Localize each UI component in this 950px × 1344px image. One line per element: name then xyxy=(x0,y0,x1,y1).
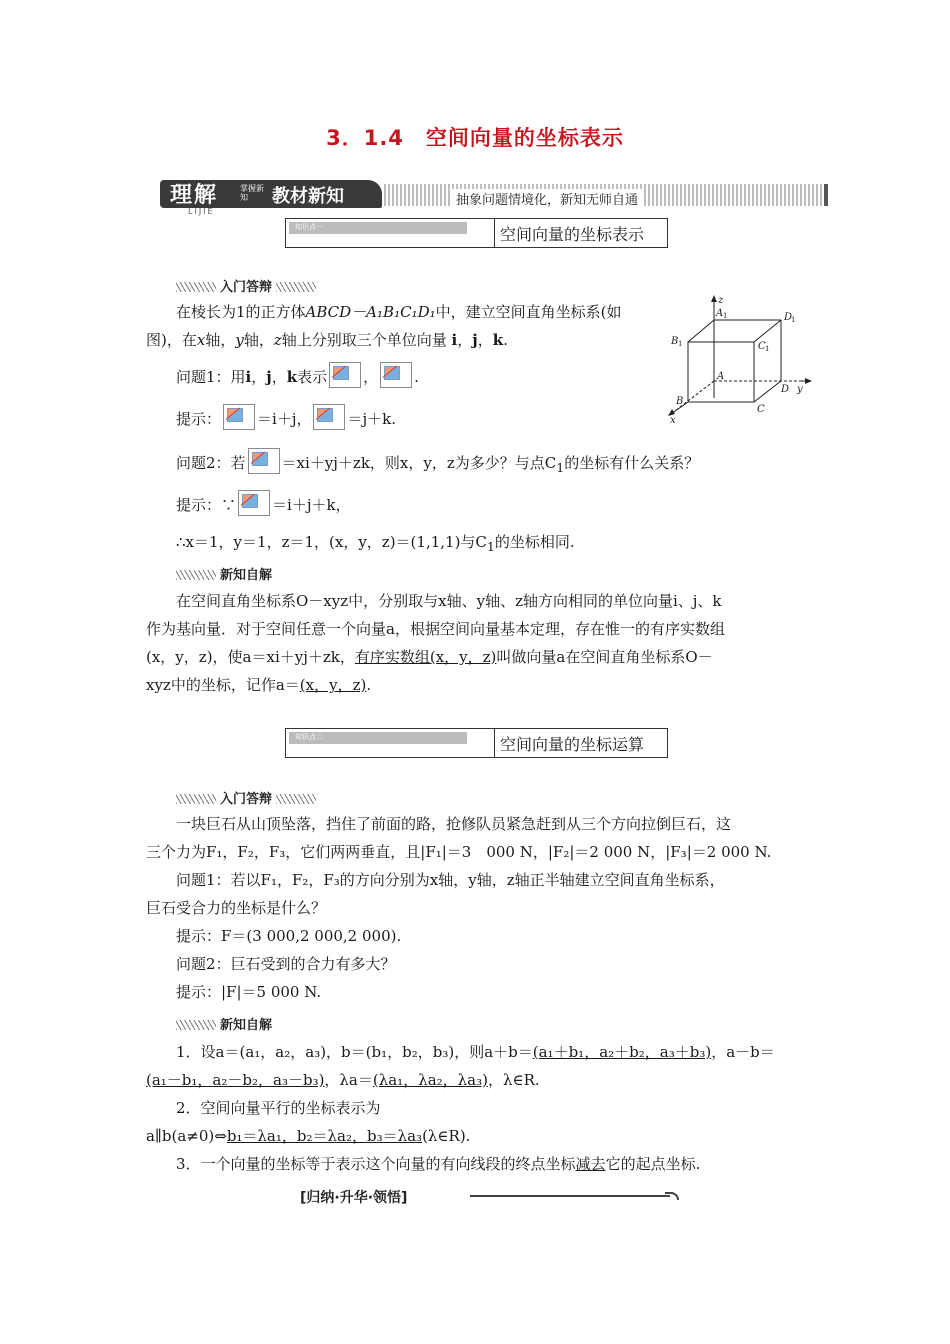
kp2-label: 空间向量的坐标运算 xyxy=(500,735,645,754)
nk2-line-4 xyxy=(146,1122,806,1150)
nk2-l1a: 1．设a＝(a₁，a₂，a₃)，b＝(b₁，b₂，b₃)，则a＋b＝ xyxy=(176,1043,533,1061)
summary-footer xyxy=(300,1187,680,1207)
footer-text: [归纳·升华·领悟] xyxy=(300,1190,408,1206)
hatch-decoration xyxy=(276,282,316,292)
nk2-l5a: 3．一个向量的坐标等于表示这个向量的有向线段的终点坐标 xyxy=(176,1155,576,1173)
kp1-tab xyxy=(289,222,467,234)
nk2-l5c: 它的起点坐标. xyxy=(605,1155,701,1173)
label-d: D xyxy=(781,384,790,395)
question-2-text-2: ＝xi＋yj＋zk，则x，y，z为多少？与点C xyxy=(281,454,557,472)
hatch-decoration xyxy=(176,794,216,804)
question-2-text-3: 的坐标有什么关系？ xyxy=(564,454,700,472)
intro-text-3: 图)，在 xyxy=(146,331,197,349)
section-banner xyxy=(160,180,828,216)
new-knowledge-2 xyxy=(146,1038,806,1178)
label-a1: A xyxy=(716,308,724,319)
subheading-new-1 xyxy=(176,564,272,583)
question-2: 问题2：若 ＝xi＋yj＋zk，则x，y，z为多少？与点$C_1$的坐标有什么关系？ xyxy=(176,448,796,482)
ip2-line-a: 一块巨石从山顶坠落，挡住了前面的路，抢修队员紧急赶到从三个方向拉倒巨石，这 xyxy=(176,815,732,833)
nk2-l4a: a∥b(a≠0)⇔ xyxy=(146,1127,227,1145)
nk2-l1b: (a₁＋b₁，a₂＋b₂，a₃＋b₃) xyxy=(532,1043,712,1061)
intro-paragraph-2 xyxy=(146,810,806,1006)
footer-line xyxy=(470,1195,670,1197)
label-sub: 1 xyxy=(678,340,683,348)
label-a: A xyxy=(717,371,725,382)
intro-text-2: 中，建立空间直角坐标系(如 xyxy=(435,303,622,321)
subheading-new-2 xyxy=(176,1014,272,1033)
label-z: z xyxy=(718,295,724,306)
nk1-line-a: 在空间直角坐标系O－xyz中，分别取与x轴、y轴、z轴方向相同的单位向量i、j、k xyxy=(176,592,722,610)
page-title: 3．1.4 空间向量的坐标表示 xyxy=(326,126,624,150)
edge-c-d xyxy=(754,381,781,402)
nk2-line-3: 2．空间向量平行的坐标表示为 xyxy=(176,1099,381,1117)
vector-image-icon xyxy=(313,404,345,430)
hatch-decoration xyxy=(276,794,316,804)
ip2-h2: 提示：|F|＝5 000 N. xyxy=(176,983,322,1001)
kp1-divider xyxy=(494,219,495,247)
subheading-intro-2 xyxy=(176,788,316,807)
nk2-l4c: (λ∈R). xyxy=(422,1127,471,1145)
nk2-line-5 xyxy=(146,1150,806,1178)
nk2-l2d: ，λ∈R. xyxy=(487,1071,540,1089)
vector-image-icon xyxy=(223,404,255,430)
banner-big-text: 理解 xyxy=(170,183,219,208)
nk1-line-b: 作为基向量．对于空间任意一个向量a，根据空间向量基本定理，存在惟一的有序实数组 xyxy=(146,620,725,638)
nk2-l5b: 减去 xyxy=(575,1155,606,1173)
ip2-line-b: 三个力为F₁，F₂，F₃，它们两两垂直，且|F₁|＝3 000 N，|F₂|＝2 000 N，|F₃|＝2 000 N. xyxy=(146,843,772,861)
kp1-label: 空间向量的坐标表示 xyxy=(500,225,645,244)
nk2-l2c: (λa₁，λa₂，λa₃) xyxy=(372,1071,488,1089)
nk1-d3: . xyxy=(366,676,372,694)
intro-paragraph-1: 在棱长为1的正方体ABCD－A₁B₁C₁D₁中，建立空间直角坐标系(如 图)，在x轴，y轴，z轴上分别取三个单位向量 i，j，k. xyxy=(146,303,622,349)
y-arrow-icon xyxy=(805,378,812,384)
knowledge-point-2 xyxy=(285,728,668,758)
knowledge-point-1 xyxy=(285,218,668,248)
label-c1: C xyxy=(758,341,766,352)
question-1: 问题1：用i，j，k表示 ， . xyxy=(176,362,836,391)
banner-mid-text: 教材新知 xyxy=(272,186,344,207)
hatch-decoration xyxy=(176,570,216,580)
nk2-l2b: ，λa＝ xyxy=(324,1071,373,1089)
label-b: B xyxy=(676,396,684,407)
vector-image-icon xyxy=(380,362,412,388)
nk1-d2: (x，y，z) xyxy=(299,676,367,694)
nk2-l4b: b₁＝λa₁，b₂＝λa₂，b₃＝λa₃ xyxy=(226,1127,423,1145)
hatch-decoration xyxy=(176,1020,216,1030)
cube-diagram xyxy=(664,293,814,423)
hint-2-conclusion: ∴x＝1，y＝1，z＝1，(x，y，z)＝(1,1,1)与$C_1$的坐标相同. xyxy=(176,533,575,554)
label-sub: 1 xyxy=(723,312,728,320)
vector-image-icon xyxy=(248,448,280,474)
nk1-c1: (x，y，z)，使a＝xi＋yj＋zk， xyxy=(146,648,355,666)
label-sub: 1 xyxy=(765,345,770,353)
label-c: C xyxy=(757,404,765,415)
vector-image-icon xyxy=(329,362,361,388)
hint-2-conclusion-text: ∴x＝1，y＝1，z＝1，(x，y，z)＝(1,1,1)与C xyxy=(176,533,487,551)
question-1-text-2: 表示 xyxy=(297,368,328,386)
label-b1: B xyxy=(671,336,679,347)
hint-2-text: 提示：∵ xyxy=(176,496,237,514)
nk1-c3: 叫做向量a在空间直角坐标系O－ xyxy=(496,648,713,666)
label-d1: D xyxy=(784,312,793,323)
banner-pinyin: LIJIE xyxy=(188,207,215,216)
nk2-line-2 xyxy=(146,1066,806,1094)
ip2-q1b: 巨石受合力的坐标是什么？ xyxy=(146,899,327,917)
z-arrow-icon xyxy=(711,295,717,302)
ip2-h1: 提示：F＝(3 000,2 000,2 000). xyxy=(176,927,402,945)
subheading-text: 入门答辩 xyxy=(220,792,273,807)
question-2-text: 问题2：若 xyxy=(176,454,246,472)
nk1-c2: 有序实数组(x，y，z) xyxy=(354,648,497,666)
nk1-d1: xyz中的坐标，记作a＝ xyxy=(146,676,300,694)
ip2-q1: 问题1：若以F₁，F₂，F₃的方向分别为x轴，y轴，z轴正半轴建立空间直角坐标系， xyxy=(176,871,725,889)
hint-2-conclusion-end: 的坐标相同. xyxy=(494,533,575,551)
nk2-line-1 xyxy=(146,1038,806,1066)
question-1-text: 问题1：用 xyxy=(176,368,246,386)
banner-small-text: 掌握新知 xyxy=(240,184,264,202)
label-y: y xyxy=(797,384,803,395)
cube-name: ABCD－A xyxy=(305,303,378,321)
subheading-text: 新知自解 xyxy=(220,568,273,583)
label-sub: 1 xyxy=(791,316,796,324)
nk2-l1c: ，a－b＝ xyxy=(711,1043,775,1061)
intro-text: 在棱长为1的正方体 xyxy=(176,303,306,321)
subheading-intro-1 xyxy=(176,276,316,295)
hatch-decoration xyxy=(176,282,216,292)
hint-2-eq: ＝i＋j＋k， xyxy=(272,496,351,514)
footer-curve xyxy=(665,1192,679,1200)
subheading-text: 新知自解 xyxy=(220,1018,273,1033)
kp2-tab-text: 知识点二 xyxy=(295,733,323,741)
hint-2 xyxy=(176,490,836,519)
nk2-l2a: (a₁－b₁，a₂－b₂，a₃－b₃) xyxy=(146,1071,325,1089)
edge-d1-c1 xyxy=(754,320,781,342)
hint-1-text: 提示： xyxy=(176,410,222,428)
banner-tagline: 抽象问题情境化，新知无师自通 xyxy=(450,189,644,208)
new-knowledge-1 xyxy=(146,587,806,699)
label-x: x xyxy=(670,415,676,423)
hint-1-eq-a: ＝i＋j， xyxy=(257,410,312,428)
banner-end-bar xyxy=(824,184,828,206)
nk1-line-d xyxy=(146,671,806,699)
edge-a1-b1 xyxy=(688,320,714,342)
kp2-tab xyxy=(289,732,467,744)
ip2-q2: 问题2：巨石受到的合力有多大？ xyxy=(176,955,396,973)
subheading-text: 入门答辩 xyxy=(220,280,273,295)
kp1-tab-text: 知识点一 xyxy=(295,223,323,231)
nk1-line-c xyxy=(146,643,806,671)
kp2-divider xyxy=(494,729,495,757)
hint-1-eq-b: ＝j＋k. xyxy=(347,410,396,428)
vector-image-icon xyxy=(238,490,270,516)
